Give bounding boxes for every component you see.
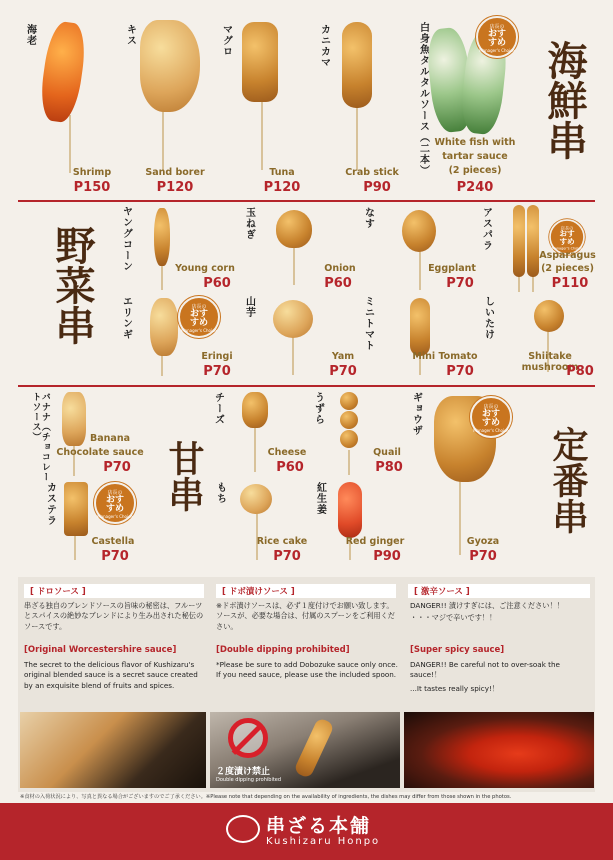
dobo-sauce-jp-title: [ ドロソース ] (24, 584, 204, 598)
eggplant-en: Eggplant (428, 263, 476, 274)
sand-borer-jp: キス (124, 24, 136, 46)
crab-stick-en: Crab stick (345, 167, 399, 178)
quail-image-1 (340, 392, 358, 410)
young-corn-en: Young corn (175, 263, 235, 274)
gyoza-jp: ギョウザ (410, 392, 422, 436)
yam-jp: 山芋 (243, 296, 255, 318)
footnote: ※食材の入荷状況により、写真と異なる場合がございますのでご了承ください。※Please note that depending on the availability of ingredients, the dishes may differ from those shown in the photos. (20, 794, 512, 800)
spicy-en-text-2: ...It tastes really spicy!！ (410, 684, 500, 693)
spicy-en-title: [Super spicy sauce] (410, 645, 505, 655)
tuna-image (242, 22, 278, 102)
asparagus-en-2: (2 pieces) (541, 263, 594, 274)
quail-stick (348, 450, 350, 475)
eringi-jp: エリンギ (120, 296, 132, 340)
badge-main-text: おす (481, 409, 500, 419)
castella-jp: カステラ (44, 482, 56, 526)
badge-bottom-text: Manager's Choice (97, 514, 133, 519)
gyoza-price: P70 (469, 549, 497, 564)
banana-en-1: Banana (90, 433, 130, 444)
recommend-badge-eringi (178, 296, 220, 338)
double-dip-photo (210, 712, 400, 788)
rice-cake-jp: もち (214, 482, 226, 504)
tuna-price: P120 (263, 180, 301, 195)
rice-cake-en: Rice cake (256, 536, 308, 547)
spicy-jp-title: [ 激辛ソース ] (408, 584, 590, 598)
eggplant-stick (419, 250, 421, 290)
quail-image-3 (340, 430, 358, 448)
eggplant-image (402, 210, 436, 252)
rice-cake-image (240, 484, 272, 514)
brand-name-en: Kushizaru Honpo (266, 836, 381, 847)
castella-price: P70 (101, 549, 129, 564)
shrimp-en: Shrimp (72, 167, 112, 178)
dobo-sauce-en-text: The secret to the delicious flavor of Kushizaru's original blended sauce is a secret sauce created by an exquisite blend of fruits and spices. (24, 660, 198, 690)
eggplant-jp: なす (362, 207, 374, 229)
onion-jp: 玉ねぎ (243, 207, 255, 240)
asparagus-en-1: Asparagus (539, 250, 596, 261)
shiitake-image (534, 300, 564, 332)
quail-image-2 (340, 411, 358, 429)
yam-price: P70 (329, 364, 357, 379)
badge-top-text: 店長の (560, 225, 574, 232)
spicy-sauce-photo (404, 712, 594, 788)
onion-image (276, 210, 312, 248)
asparagus-jp: アスパラ (480, 207, 492, 251)
badge-main-text-2: すめ (481, 418, 500, 428)
crab-stick-price: P90 (363, 180, 391, 195)
recommend-badge (476, 16, 518, 58)
white-fish-en-3: (2 pieces) (448, 165, 502, 176)
shrimp-stick (69, 115, 71, 173)
yam-stick (292, 335, 294, 375)
sweet-heading: 甘串 (163, 440, 205, 512)
quail-en: Quail (373, 447, 401, 458)
badge-top-text: 店長の (107, 490, 123, 496)
eringi-price: P70 (203, 364, 231, 379)
white-fish-jp: 白身魚タルタルソース（二本） (417, 22, 429, 176)
asparagus-price: P110 (551, 276, 589, 291)
eringi-image (150, 298, 178, 356)
badge-bottom-text: Manager's Choice (181, 328, 217, 333)
double-dip-photo-label: ２度漬け禁止 (216, 767, 271, 777)
onion-stick (293, 245, 295, 285)
cheese-price: P60 (276, 460, 304, 475)
young-corn-image (154, 208, 170, 266)
mini-tomato-jp: ミニトマト (362, 296, 374, 351)
shiitake-jp: しいたけ (482, 296, 494, 340)
white-fish-en-2: tartar sauce (442, 151, 508, 162)
shrimp-image (37, 20, 89, 124)
badge-main-text: おす (487, 29, 506, 39)
badge-main-text-2: すめ (559, 237, 575, 247)
red-ginger-en: Red ginger (345, 536, 405, 547)
double-dip-photo-sub: Double dipping prohibited (216, 777, 282, 783)
skewer-photo (293, 717, 335, 779)
crab-stick-image (342, 22, 372, 108)
spicy-en-text-1: DANGER!! Be careful not to over-soak the sauce!！ (410, 660, 560, 680)
shrimp-jp: 海老 (24, 24, 36, 46)
banana-price: P70 (103, 460, 131, 475)
dobo-sauce-en-title: [Original Worcestershire sauce] (24, 645, 177, 655)
badge-main-text: おす (559, 230, 575, 239)
red-ginger-jp: 紅生姜 (314, 482, 326, 515)
crab-stick-stick (356, 100, 358, 170)
asparagus-image (513, 205, 525, 277)
eggplant-price: P70 (446, 276, 474, 291)
badge-main-text-2: すめ (189, 318, 208, 328)
castella-image (64, 482, 88, 536)
badge-bottom-text: Manager's Choice (473, 428, 509, 433)
red-ginger-image (338, 482, 362, 538)
yam-en: Yam (331, 351, 355, 362)
recommend-badge-gyoza (470, 396, 512, 438)
young-corn-jp: ヤングコーン (120, 206, 132, 272)
double-dip-en-text: *Please be sure to add Dobozuke sauce only once. If you need sauce, please use the included spoon. (216, 660, 398, 680)
onion-en: Onion (324, 263, 356, 274)
sand-borer-en: Sand borer (145, 167, 205, 178)
mini-tomato-image (410, 298, 430, 356)
badge-bottom-text: Manager's Choice (551, 246, 583, 251)
dobo-sauce-jp-text: 串ざる独自のブレンドソースの旨味の秘密は、フルーツとスパイスの絶妙なブレンドにより生み出された秘伝のソースです。 (24, 601, 204, 631)
shiitake-price: P80 (566, 364, 594, 379)
eringi-en: Eringi (201, 351, 233, 362)
badge-top-text: 店長の (483, 404, 499, 410)
seafood-heading: 海鮮串 (541, 40, 588, 160)
quail-jp: うずら (312, 392, 324, 425)
no-double-dip-icon (228, 718, 268, 758)
cheese-image (242, 392, 268, 428)
sand-borer-price: P120 (156, 180, 194, 195)
footer-bar (0, 803, 613, 860)
sand-borer-image (140, 20, 200, 112)
tuna-en: Tuna (269, 167, 295, 178)
monkey-logo-icon (226, 815, 260, 843)
badge-top-text: 店長の (489, 24, 505, 30)
white-fish-price: P240 (456, 180, 494, 195)
spicy-jp-text-1: DANGER!! 漬けすぎには、ご注意ください！！ (410, 601, 564, 610)
badge-bottom-text: Manager's Choice (479, 48, 515, 53)
red-ginger-price: P90 (373, 549, 401, 564)
banana-jp: バナナ（チョコレートソース） (30, 392, 50, 482)
white-fish-en-1: White fish with (434, 137, 516, 148)
shiitake-en: Shiitake mushroom (521, 351, 579, 374)
badge-main-text-2: すめ (487, 38, 506, 48)
yam-image (273, 300, 313, 338)
tuna-jp: マグロ (220, 24, 232, 57)
cheese-en: Cheese (267, 447, 307, 458)
banana-en-2: Chocolate sauce (56, 447, 144, 458)
rice-cake-stick (256, 510, 258, 560)
crab-stick-jp: カニカマ (318, 24, 330, 68)
gyoza-en: Gyoza (466, 536, 500, 547)
recommend-badge-castella (94, 482, 136, 524)
double-dip-en-title: [Double dipping prohibited] (216, 645, 350, 655)
castella-en: Castella (91, 536, 135, 547)
quail-price: P80 (375, 460, 403, 475)
mini-tomato-en: Mini Tomato (412, 351, 478, 362)
standard-heading: 定番串 (547, 426, 589, 534)
onion-price: P60 (324, 276, 352, 291)
banana-image (62, 392, 86, 446)
brand-name-jp: 串ざる本舗 (266, 815, 372, 837)
badge-main-text-2: すめ (105, 504, 124, 514)
dobo-sauce-photo (20, 712, 206, 788)
rice-cake-price: P70 (273, 549, 301, 564)
double-dip-jp-text: ※ドボ漬けソースは、必ず１度付けでお願い致します。ソースが、必要な場合は、付属のスプーンをご利用ください。 (216, 601, 395, 631)
tuna-stick (261, 95, 263, 170)
young-corn-price: P60 (203, 276, 231, 291)
spicy-jp-text-2: ・・・マジで辛いです！！ (410, 613, 497, 622)
badge-top-text: 店長の (191, 304, 207, 310)
badge-main-text: おす (105, 495, 124, 505)
section-divider-1 (18, 200, 595, 202)
badge-main-text: おす (189, 309, 208, 319)
shrimp-price: P150 (73, 180, 111, 195)
cheese-jp: チーズ (212, 392, 224, 425)
section-divider-2 (18, 385, 595, 387)
vegetable-heading: 野菜串 (49, 225, 96, 345)
mini-tomato-price: P70 (446, 364, 474, 379)
double-dip-jp-title: [ ドボ漬けソース ] (216, 584, 396, 598)
